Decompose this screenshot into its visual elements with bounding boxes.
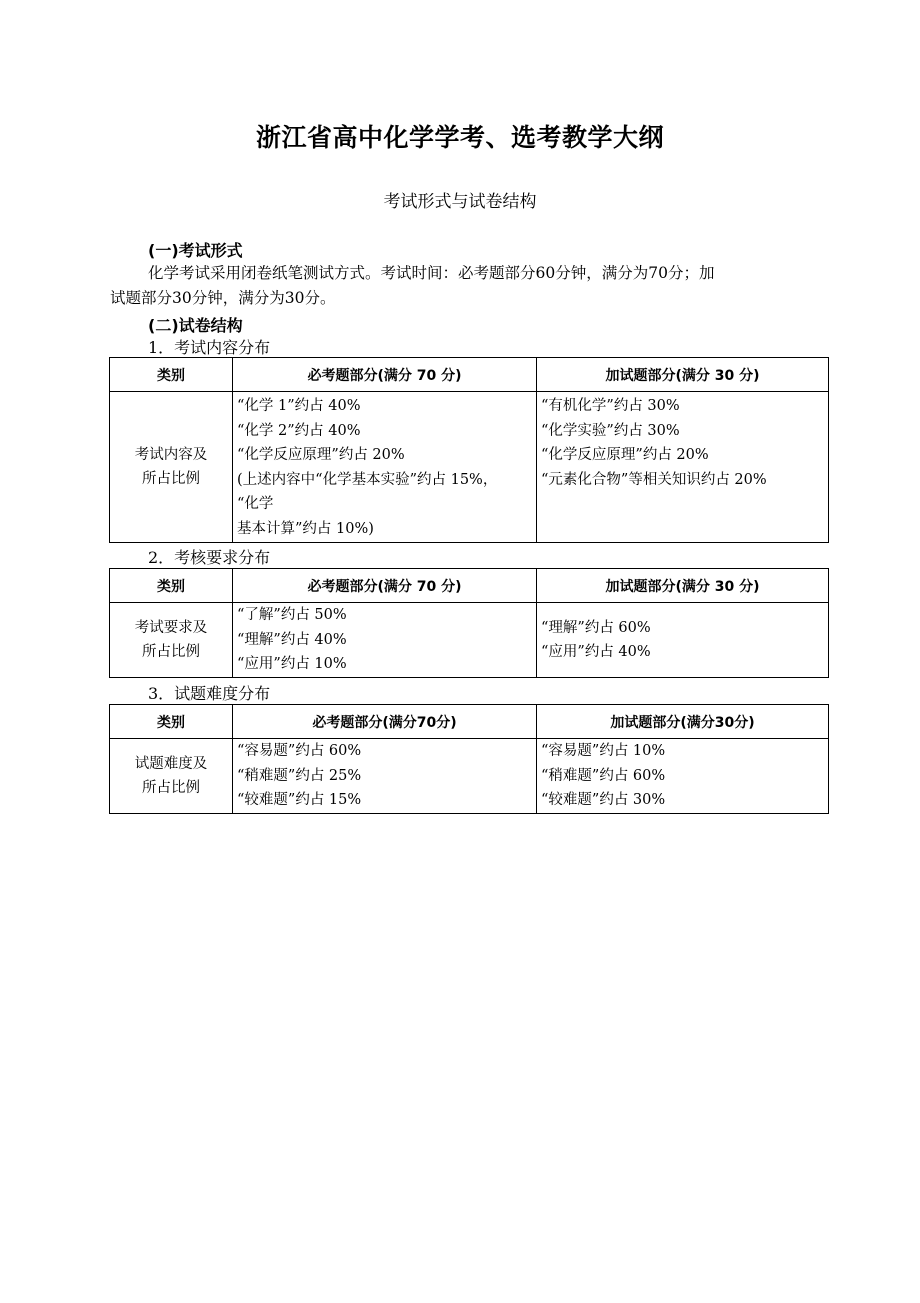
list-item: “有机化学”约占 30% xyxy=(541,398,680,414)
list-item: “较难题”约占 15% xyxy=(237,792,362,809)
list-item: “应用”约占 40% xyxy=(541,644,651,660)
table3-caption: 3．试题难度分布 xyxy=(148,684,271,703)
requirement-distribution-table xyxy=(109,568,829,678)
list-item: (上述内容中“化学基本实验”约占 15%， xyxy=(237,471,498,488)
category-line: 所占比例 xyxy=(142,780,200,796)
header-category: 类别 xyxy=(110,705,233,739)
table-row xyxy=(110,603,829,678)
additional-cell xyxy=(537,392,829,543)
section-heading-paper-structure: (二)试卷结构 xyxy=(148,316,243,335)
list-item: “化学 2”约占 40% xyxy=(237,422,361,439)
header-category: 类别 xyxy=(110,358,233,392)
list-item: “化学反应原理”约占 20% xyxy=(541,447,709,463)
list-item: “化学实验”约占 30% xyxy=(541,422,680,439)
list-item: “化学 1”约占 40% xyxy=(237,398,361,414)
table-row xyxy=(110,739,829,814)
category-line: 考试内容及 xyxy=(134,447,208,463)
list-item: “理解”约占 40% xyxy=(237,631,347,648)
list-item: “元素化合物”等相关知识约占 20% xyxy=(541,471,767,488)
list-item: “容易题”约占 60% xyxy=(237,743,362,760)
header-additional: 加试题部分(满分 30 分) xyxy=(537,569,829,603)
category-line: 所占比例 xyxy=(142,471,200,487)
required-cell xyxy=(233,392,537,543)
additional-cell xyxy=(537,603,829,678)
category-line: 所占比例 xyxy=(142,644,200,660)
exam-format-paragraph-line2: 试题部分30分钟，满分为30分。 xyxy=(110,289,336,307)
difficulty-distribution-table xyxy=(109,704,829,814)
list-item: “化学反应原理”约占 20% xyxy=(237,447,405,463)
list-item: “了解”约占 50% xyxy=(237,607,347,624)
exam-format-paragraph-line1: 化学考试采用闭卷纸笔测试方式。考试时间：必考题部分60分钟，满分为70分；加 xyxy=(148,264,715,282)
category-line: 考试要求及 xyxy=(134,620,208,636)
header-required: 必考题部分(满分 70 分) xyxy=(233,358,537,392)
category-cell xyxy=(110,603,233,678)
list-item: “较难题”约占 30% xyxy=(541,792,666,809)
header-additional: 加试题部分(满分30分) xyxy=(537,705,829,739)
required-cell xyxy=(233,739,537,814)
table-header-row xyxy=(110,358,829,392)
additional-cell xyxy=(537,739,829,814)
list-item: “稍难题”约占 25% xyxy=(237,767,362,784)
category-line: 试题难度及 xyxy=(134,756,208,772)
table-header-row xyxy=(110,569,829,603)
content-distribution-table xyxy=(109,357,829,543)
header-additional: 加试题部分(满分 30 分) xyxy=(537,358,829,392)
table1-caption: 1．考试内容分布 xyxy=(148,338,271,357)
document-title: 浙江省高中化学学考、选考教学大纲 xyxy=(255,123,664,152)
list-item: “稍难题”约占 60% xyxy=(541,767,666,784)
table-header-row xyxy=(110,705,829,739)
category-cell xyxy=(110,392,233,543)
section-heading-exam-format: (一)考试形式 xyxy=(148,241,243,260)
header-category: 类别 xyxy=(110,569,233,603)
header-required: 必考题部分(满分70分) xyxy=(233,705,537,739)
list-item: “容易题”约占 10% xyxy=(541,743,666,760)
document-subtitle: 考试形式与试卷结构 xyxy=(383,192,537,212)
list-item: “应用”约占 10% xyxy=(237,656,347,673)
list-item: “理解”约占 60% xyxy=(541,619,651,636)
category-cell xyxy=(110,739,233,814)
header-required: 必考题部分(满分 70 分) xyxy=(233,569,537,603)
list-item: 基本计算”约占 10%) xyxy=(237,520,374,537)
list-item: “化学 xyxy=(237,496,274,512)
table2-caption: 2．考核要求分布 xyxy=(148,548,271,567)
table-row xyxy=(110,392,829,543)
required-cell xyxy=(233,603,537,678)
